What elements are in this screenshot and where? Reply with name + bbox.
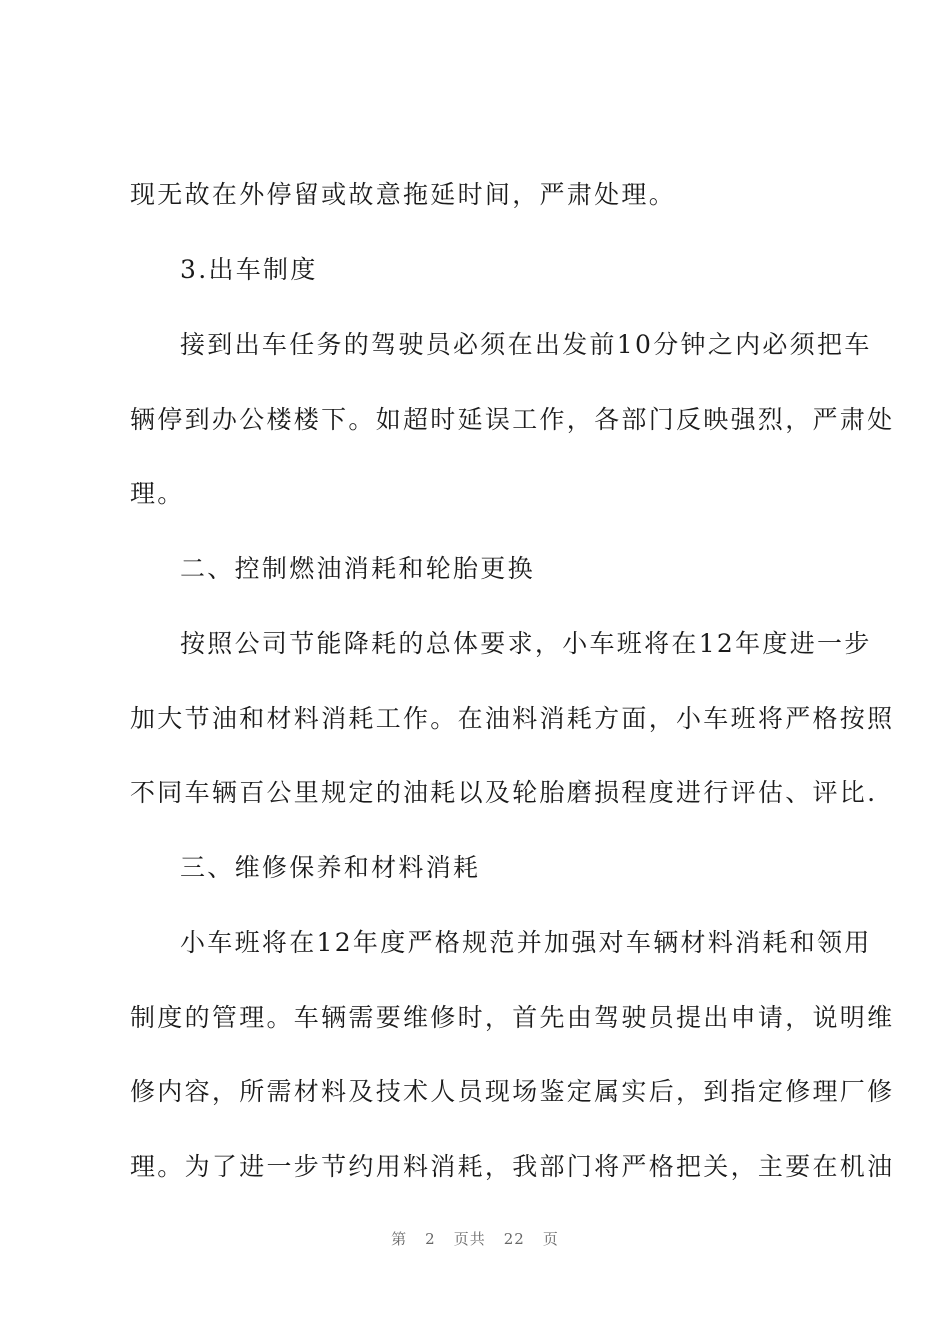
footer-ye: 页 [542, 1230, 559, 1248]
text-line: 不同车辆百公里规定的油耗以及轮胎磨损程度进行评估、评比. [130, 778, 878, 807]
text-line: 理。为了进一步节约用料消耗，我部门将严格把关，主要在机油 [130, 1152, 895, 1181]
section-heading: 三、维修保养和材料消耗 [180, 853, 481, 882]
text-line: 按照公司节能降耗的总体要求，小车班将在12年度进一步 [180, 629, 872, 658]
footer-ye-gong: 页共 [453, 1230, 486, 1248]
text-line: 接到出车任务的驾驶员必须在出发前10分钟之内必须把车 [180, 330, 872, 359]
text-line: 现无故在外停留或故意拖延时间，严肃处理。 [130, 180, 677, 209]
footer-total-pages: 22 [503, 1230, 525, 1248]
text-line: 修内容，所需材料及技术人员现场鉴定属实后，到指定修理厂修 [130, 1077, 895, 1106]
text-line: 辆停到办公楼楼下。如超时延误工作，各部门反映强烈，严肃处 [130, 405, 895, 434]
footer-current-page: 2 [425, 1230, 436, 1248]
text-line: 小车班将在12年度严格规范并加强对车辆材料消耗和领用 [180, 928, 872, 957]
footer-di: 第 [391, 1230, 408, 1248]
text-line: 加大节油和材料消耗工作。在油料消耗方面，小车班将严格按照 [130, 704, 895, 733]
page-footer [0, 1228, 950, 1249]
text-line: 理。 [130, 479, 185, 508]
section-heading: 3.出车制度 [180, 255, 318, 284]
text-line: 制度的管理。车辆需要维修时，首先由驾驶员提出申请，说明维 [130, 1003, 895, 1032]
section-heading: 二、控制燃油消耗和轮胎更换 [180, 554, 535, 583]
